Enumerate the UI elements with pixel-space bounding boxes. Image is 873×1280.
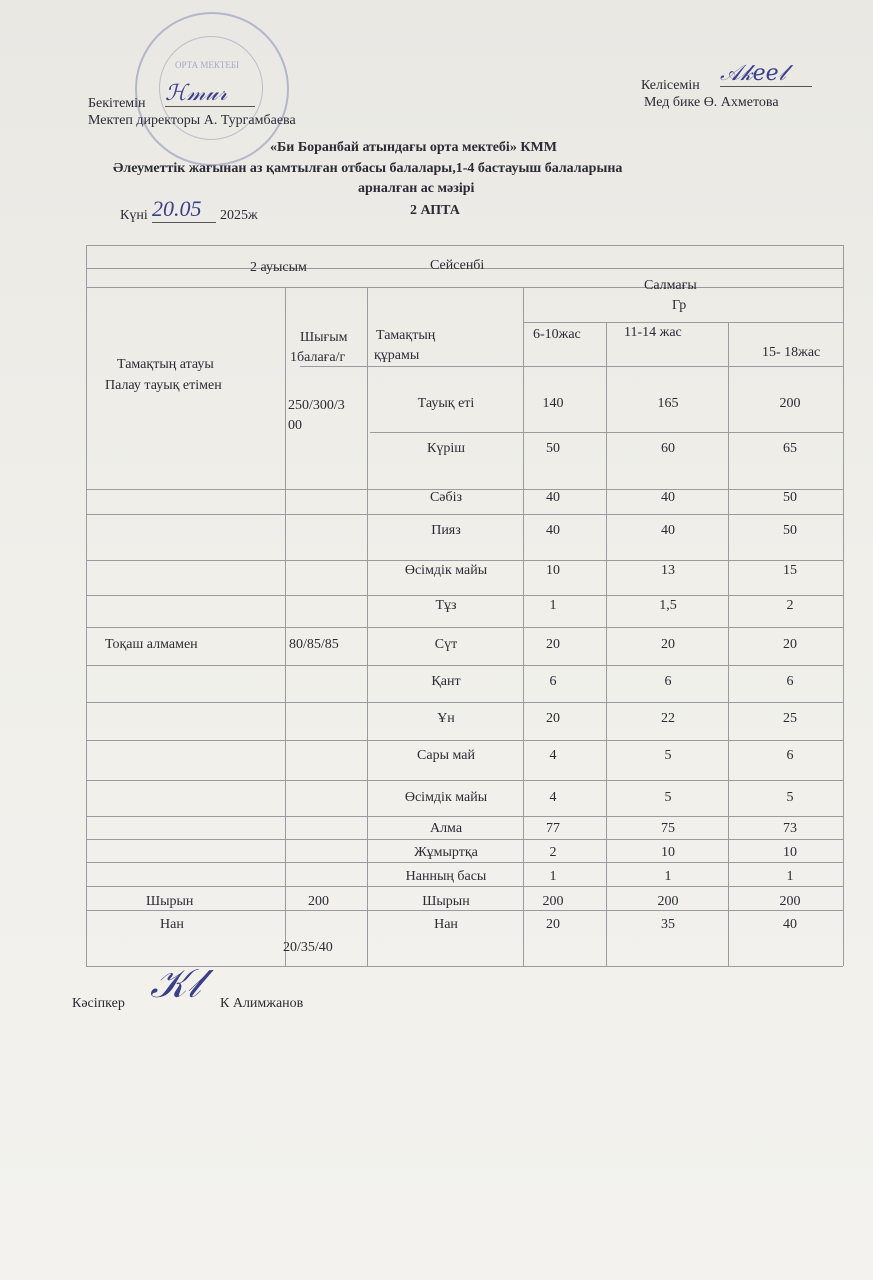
ingredient-name: Өсімдік майы bbox=[404, 790, 488, 805]
weight-6-10: 200 bbox=[542, 894, 564, 909]
ingredient-name: Тауық еті bbox=[417, 396, 475, 411]
ingredient-name: Тұз bbox=[435, 598, 457, 613]
dish-2: Тоқаш алмамен bbox=[105, 637, 198, 652]
col-dish: Тамақтың атауы bbox=[117, 357, 214, 372]
weight-11-14: 13 bbox=[661, 563, 675, 578]
entrepreneur-signature: 𝒦𝓁 bbox=[150, 961, 201, 1006]
ingredient-name: Нанның басы bbox=[405, 869, 487, 884]
weight-11-14: 10 bbox=[661, 845, 675, 860]
weight-15-18: 25 bbox=[783, 711, 797, 726]
weight-6-10: 40 bbox=[546, 490, 560, 505]
weight-15-18: 6 bbox=[786, 674, 794, 689]
weight-15-18: 50 bbox=[783, 523, 797, 538]
col-ingredient-2: құрамы bbox=[374, 348, 420, 363]
dish-4: Нан bbox=[160, 917, 184, 932]
weight-15-18: 73 bbox=[783, 821, 797, 836]
date-label: Күні bbox=[120, 208, 148, 223]
ingredient-name: Пияз bbox=[431, 523, 461, 538]
approve-label: Бекітемін bbox=[88, 96, 146, 111]
doc-title-line2: арналған ас мәзірі bbox=[358, 181, 475, 196]
weight-6-10: 40 bbox=[546, 523, 560, 538]
weight-11-14: 1 bbox=[664, 869, 672, 884]
weight-15-18: 50 bbox=[783, 490, 797, 505]
ingredient-name: Нан bbox=[434, 917, 458, 932]
weight-6-10: 140 bbox=[542, 396, 564, 411]
school-name: «Би Боранбай атындағы орта мектебі» КММ bbox=[270, 140, 557, 155]
age-6-10: 6-10жас bbox=[533, 327, 581, 342]
director-signature: ℋ𝓂𝓊𝓇 bbox=[165, 80, 255, 107]
weight-6-10: 20 bbox=[546, 917, 560, 932]
col-ingredient-1: Тамақтың bbox=[376, 328, 436, 343]
ingredient-name: Ұн bbox=[437, 711, 455, 726]
weight-6-10: 20 bbox=[546, 711, 560, 726]
ingredient-name: Өсімдік майы bbox=[404, 563, 488, 578]
dish-2-output: 80/85/85 bbox=[289, 637, 339, 652]
weight-11-14: 75 bbox=[661, 821, 675, 836]
entrepreneur-name: К Алимжанов bbox=[220, 996, 304, 1011]
weight-6-10: 77 bbox=[546, 821, 560, 836]
age-15-18: 15- 18жас bbox=[762, 345, 821, 360]
agree-label: Келісемін bbox=[641, 78, 700, 93]
doc-title-line1: Әлеуметтік жағынан аз қамтылған отбасы балалары,1-4 бастауыш балаларына bbox=[113, 161, 623, 176]
col-output-1: Шығым bbox=[300, 330, 348, 345]
weight-6-10: 6 bbox=[549, 674, 557, 689]
weight-6-10: 2 bbox=[549, 845, 557, 860]
weight-11-14: 5 bbox=[664, 790, 672, 805]
weight-11-14: 22 bbox=[661, 711, 675, 726]
weight-11-14: 20 bbox=[661, 637, 675, 652]
weight-6-10: 4 bbox=[549, 748, 557, 763]
weight-11-14: 5 bbox=[664, 748, 672, 763]
weight-6-10: 10 bbox=[546, 563, 560, 578]
weight-11-14: 1,5 bbox=[659, 598, 677, 613]
col-output-2: 1балаға/г bbox=[290, 350, 346, 365]
ingredient-name: Сары май bbox=[417, 748, 475, 763]
weight-11-14: 200 bbox=[657, 894, 679, 909]
weight-15-18: 20 bbox=[783, 637, 797, 652]
weight-15-18: 5 bbox=[786, 790, 794, 805]
dish-1: Палау тауық етімен bbox=[105, 378, 222, 393]
weight-6-10: 1 bbox=[549, 869, 557, 884]
ingredient-name: Жұмыртқа bbox=[414, 845, 478, 860]
week-label: 2 АПТА bbox=[410, 203, 460, 218]
dish-3: Шырын bbox=[146, 894, 194, 909]
age-11-14: 11-14 жас bbox=[624, 325, 682, 340]
weight-11-14: 60 bbox=[661, 441, 675, 456]
weight-15-18: 2 bbox=[786, 598, 794, 613]
director-name: Мектеп директоры А. Тургамбаева bbox=[88, 113, 296, 128]
dish-3-output: 200 bbox=[308, 894, 329, 909]
dish-1-output-1: 250/300/3 bbox=[288, 398, 345, 413]
dish-1-output-2: 00 bbox=[288, 418, 302, 433]
weight-6-10: 20 bbox=[546, 637, 560, 652]
weight-15-18: 65 bbox=[783, 441, 797, 456]
ingredient-name: Сүт bbox=[434, 637, 458, 652]
weight-15-18: 6 bbox=[786, 748, 794, 763]
weight-11-14: 165 bbox=[657, 396, 679, 411]
day-label: Сейсенбі bbox=[430, 258, 485, 273]
date-year: 2025ж bbox=[220, 208, 258, 223]
ingredient-name: Алма bbox=[429, 821, 463, 836]
weight-11-14: 35 bbox=[661, 917, 675, 932]
weight-15-18: 15 bbox=[783, 563, 797, 578]
stamp-text: ОРТА МЕКТЕБІ bbox=[175, 60, 240, 70]
nurse-signature: 𝒜𝓀𝑒𝑒𝓁 bbox=[720, 60, 812, 87]
weight-6-10: 50 bbox=[546, 441, 560, 456]
nurse-name: Мед бике Ө. Ахметова bbox=[644, 95, 779, 110]
weight-15-18: 10 bbox=[783, 845, 797, 860]
dish-4-output: 20/35/40 bbox=[283, 940, 333, 955]
col-weight-1: Салмағы bbox=[644, 278, 697, 293]
ingredient-name: Қант bbox=[431, 674, 461, 689]
date-value: 20.05 bbox=[152, 196, 216, 223]
ingredient-name: Күріш bbox=[426, 441, 465, 456]
weight-6-10: 1 bbox=[549, 598, 557, 613]
ingredient-name: Шырын bbox=[422, 894, 470, 909]
weight-15-18: 1 bbox=[786, 869, 794, 884]
ingredient-name: Сәбіз bbox=[429, 490, 463, 505]
weight-15-18: 40 bbox=[783, 917, 797, 932]
shift-label: 2 ауысым bbox=[250, 260, 307, 275]
entrepreneur-label: Кәсіпкер bbox=[72, 996, 125, 1011]
weight-11-14: 40 bbox=[661, 523, 675, 538]
weight-11-14: 40 bbox=[661, 490, 675, 505]
weight-11-14: 6 bbox=[664, 674, 672, 689]
weight-6-10: 4 bbox=[549, 790, 557, 805]
weight-15-18: 200 bbox=[779, 894, 801, 909]
col-weight-2: Гр bbox=[672, 298, 687, 313]
weight-15-18: 200 bbox=[779, 396, 801, 411]
